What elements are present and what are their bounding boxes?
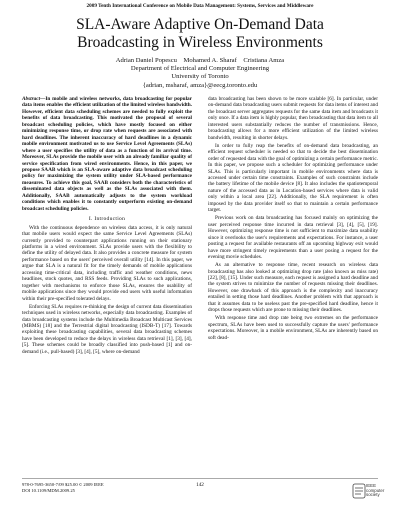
ieee-computer-society-logo (352, 480, 385, 502)
page-number: 142 (196, 482, 204, 488)
footer-divider (22, 478, 378, 479)
body-paragraph: With response time and drop rate being two extremes on the performance spectrum, SLAs have been used to successfully capture the users' performance expectations. Moreover, in a mobile environment, SLAs are inherently based on soft dead- (208, 315, 378, 341)
logo-text (366, 484, 384, 498)
body-paragraph: As an alternative to response time, recent research on wireless data broadcasting has also looked at optimizing drop rate (also known as miss rate) [22], [8], [15]. Under such measure, each request is assigned a hard deadline and the system strives to minimize the number of requests missing their deadlines. However, one drawback of this approach is the complexity and inaccuracy entailed in setting those hard deadlines. Another problem with that approach is that it assumes data to be useless past the pre-specified hard deadline, hence it drops those requests which are prone to missing their deadlines. (208, 262, 378, 314)
section-heading-introduction: I. Introduction (88, 215, 126, 222)
footer-doi: DOI 10.1109/MDM.2009.25 (22, 487, 75, 493)
intro-paragraph: With the continuous dependence on wireless data access, it is only natural that mobile users would expect the same Service Level Agreements (SLAs) currently provided to counterpart applications running on their stationary platforms in a wired environment. SLAs provide users with the flexibility to define the utility of delayed data. It also provides a concrete measure for system performance based on the users' perceived overall utility [14]. In this paper, we argue that SLA is a natural fit for the timely demands of mobile applications accessing time-critical data, including traffic and weather conditions, news headlines, stock quotes, and RSS feeds. Providing SLAs to such applications, together with mechanisms to enforce those SLAs, ensures the usability of mobile applications since they would provide end users with useful information within their pre-specified tolerated delays. (22, 224, 192, 302)
logo-text-line: IEEE (366, 483, 377, 488)
logo-emblem-icon (352, 483, 366, 499)
right-column (208, 96, 378, 343)
author-names: Adrian Daniel Popescu Mohamed A. Sharaf Cristiana Amza (115, 57, 285, 64)
left-column (22, 96, 192, 357)
abstract-text: —In mobile and wireless networks, data broadcasting for popular data items enables the efficient utilization of the limited wireless bandwidth. However, efficient data scheduling schemes are needed to fully exploit the benefits of data broadcasting. This motivated the proposal of several broadcast scheduling policies, which have mostly focused on either minimizing response time, or drop rate when requests are associated with hard deadlines. The inherent inaccuracy of hard deadlines in a dynamic mobile environment motivated us to use Service Level Agreements (SLAs) where a user specifies the utility of data as a function of its arrival time. Moreover, SLAs provide the mobile user with an already familiar quality of service specification from wired environments. Hence, in this paper, we propose SAAB which is an SLA-aware adaptive data broadcast scheduling policy for maximizing the system utility under SLA-based performance measures. To achieve this goal, SAAB considers both the characteristics of disseminated data objects as well as the SLAs associated with them. Additionally, SAAB automatically adjusts to the system workload conditions which enables it to constantly outperform existing on-demand broadcast scheduling policies. (22, 96, 192, 212)
body-paragraph: In order to fully reap the benefits of on-demand data broadcasting, an efficient request scheduler is needed so that to decide the best dissemination order of requested data with the goal of optimizing a certain performance metric. In this paper, we propose such a scheduler for optimizing performance under SLAs. This is particularly important in mobile environments where data is accessed under certain time constraints. Examples of such constraints include the battery lifetime of the mobile device [8]. It also includes the spatiotemporal nature of the accessed data as in Location-based services where data is valid only within a local area [22]. Additionally, the SLA requirement is often imposed by the data provider itself so that to maintain a certain performance target. (208, 142, 378, 214)
logo-text-line: computer (366, 487, 385, 493)
title-line-2: Broadcasting in Wireless Environments (77, 34, 323, 51)
author-department: Department of Electrical and Computer Engineering (130, 65, 270, 73)
title-line-1: SLA-Aware Adaptive On-Demand Data (76, 16, 324, 33)
abstract (22, 96, 192, 212)
author-university: University of Toronto (171, 73, 229, 81)
conference-header: 2009 Tenth International Conference on Mobile Data Management: Systems, Services and Middleware (86, 3, 314, 9)
logo-text-line: society (366, 492, 380, 498)
intro-paragraph: Enforcing SLAs requires re-thinking the design of current data dissemination techniques used in wireless networks, especially data broadcasting. Examples of data broadcasting systems include the Multimedia Broadcast Multicast Services (MBMS) [18] and the Terrestrial digital broadcasting (ISDB-T) [17]. Towards exploiting these broadcasting capabilities, several data broadcasting schemes have been developed to reduce the delays in wireless data retrieval [1], [3], [4], [5]. These schemes could be broadly classified into push-based [1] and on-demand (i.e., pull-based) [3], [4], [5], where on-demand (22, 303, 192, 355)
footer-isbn: 978-0-7695-3650-7/09 $25.00 © 2009 IEEE (22, 482, 104, 487)
paper-title (20, 16, 380, 52)
abstract-lead: Abstract (22, 96, 41, 102)
author-emails: {adrian, msharaf, amza}@eecg.toronto.edu (142, 81, 258, 89)
body-paragraph: Previous work on data broadcasting has focused mainly on optimizing the user perceived response time incurred in data retrieval [3], [4], [5], [19]. However, optimizing response time is not sufficient to maximize data usability since it overlooks the user's requirements and expectations. For instance, a user posting a request for available restaurants off an upcoming highway exit would have more stringent timely requirements than a user posing a request for the evening movie schedules. (208, 215, 378, 261)
body-paragraph: data broadcasting has been shown to be more scalable [6]. In particular, under on-demand data broadcasting users submit requests for data items of interest and the broadcast server aggregates requests for the same data item and broadcasts it only once. If a data item is highly popular, then broadcasting that data item to all interested users substantially reduces the number of transmissions. Hence, broadcasting allows for a more efficient utilization of the limited wireless bandwidth, resulting in shorter delays. (208, 96, 378, 141)
author-block (20, 57, 380, 90)
